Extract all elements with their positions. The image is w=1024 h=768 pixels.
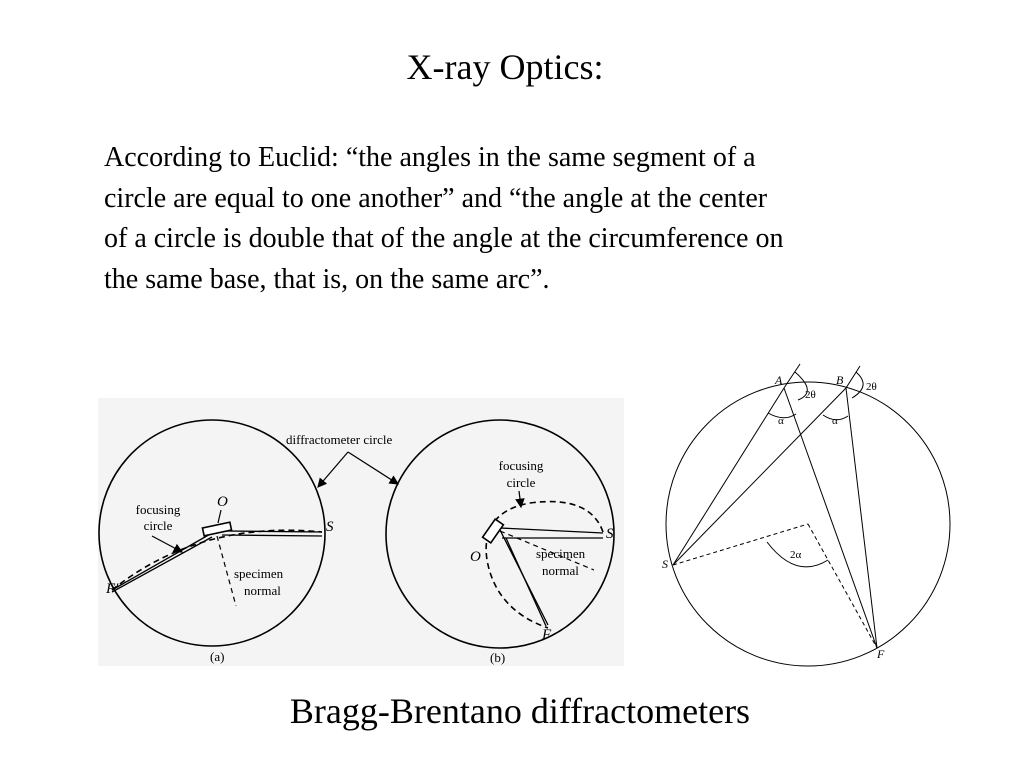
paragraph-line: the same base, that is, on the same arc”. [104, 263, 550, 295]
paragraph-line: circle are equal to one another” and “the angle at the center [104, 182, 768, 214]
point-s-label-right: S [662, 557, 668, 571]
paragraph-line: According to Euclid: “the angles in the same segment of a [104, 142, 756, 173]
ray-a-f [784, 388, 877, 648]
figure-caption: Bragg-Brentano diffractometers [289, 691, 751, 731]
point-f-label-a: F' [106, 581, 119, 597]
focusing-label-b2: circle [506, 475, 536, 490]
angle-alpha-b: α [832, 415, 838, 427]
angle-2alpha: 2α [790, 549, 802, 561]
point-b-label: B [836, 373, 844, 387]
point-o-label-a: O [217, 494, 228, 510]
angle-2theta-b: 2θ [866, 381, 877, 393]
ext-a [784, 364, 800, 388]
point-s-label-a: S [326, 519, 334, 535]
labels-right [662, 373, 885, 661]
paragraph-line: of a circle is double that of the angle at the circumference on [104, 223, 784, 254]
specimen-label-b1: specimen [536, 546, 586, 561]
ext-b [846, 366, 860, 388]
focusing-label-b1: focusing [498, 458, 544, 473]
specimen-label-a1: specimen [234, 566, 284, 581]
point-s-label-b: S [606, 526, 614, 542]
angle-alpha-a: α [778, 415, 784, 427]
specimen-label-a2: normal [244, 583, 281, 598]
ray-s-b [673, 388, 846, 565]
radius-center-f [808, 524, 877, 648]
point-f-label-b: F [542, 627, 552, 643]
ray-s-a [673, 388, 784, 565]
ray-b-f [846, 388, 877, 648]
focusing-label-a1: focusing [135, 502, 181, 517]
point-f-label-right: F [877, 647, 885, 661]
specimen-label-b2: normal [542, 563, 579, 578]
focusing-label-a2: circle [143, 518, 173, 533]
diagram-right [666, 364, 950, 666]
angle-2theta-a: 2θ [805, 389, 816, 401]
point-o-label-b: O [470, 549, 481, 565]
slide-title: X-ray Optics: [406, 47, 604, 87]
panel-a-caption: (a) [210, 649, 225, 664]
diffractometer-circle-label: diffractometer circle [286, 432, 393, 447]
panel-b-caption: (b) [490, 650, 506, 665]
point-a-label: A [775, 373, 783, 387]
